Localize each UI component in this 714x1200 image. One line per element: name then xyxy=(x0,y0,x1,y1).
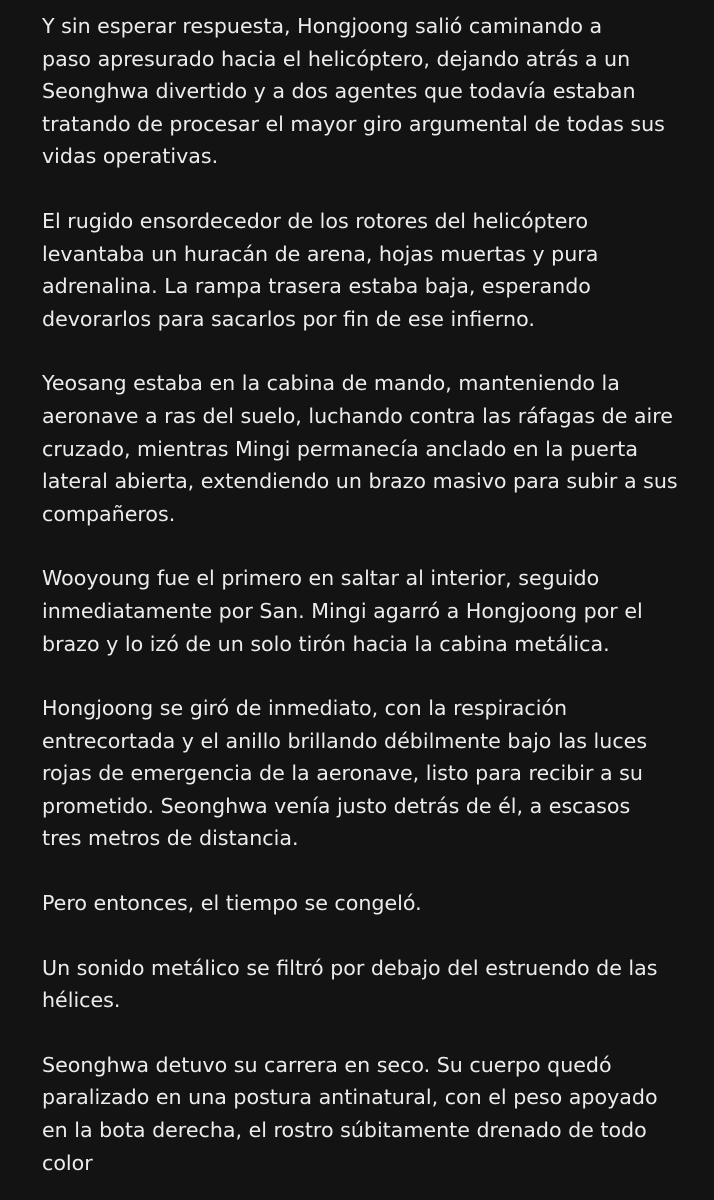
story-paragraph-3: Yeosang estaba en la cabina de mando, manteniendo la aeronave a ras del suelo, luchando contra las ráfagas de aire cruzado, mientras Mingi permanecía anclado en la puerta lateral abierta, extendiendo un brazo masivo para subir a sus compañeros. xyxy=(42,371,678,526)
story-paragraph-6: Pero entonces, el tiempo se congeló. xyxy=(42,891,422,916)
story-paragraph-1: Y sin esperar respuesta, Hongjoong salió caminando a paso apresurado hacia el helicóptero, dejando atrás a un Seonghwa divertido y a dos agentes que todavía estaban tratando de procesar el mayor giro argumental de todas sus vidas operativas. xyxy=(42,14,665,169)
story-paragraph-4: Wooyoung fue el primero en saltar al interior, seguido inmediatamente por San. Mingi agarró a Hongjoong por el brazo y lo izó de un solo tirón hacia la cabina metálica. xyxy=(42,566,643,656)
story-paragraph-2: El rugido ensordecedor de los rotores del helicóptero levantaba un huracán de arena, hojas muertas y pura adrenalina. La rampa trasera estaba baja, esperando devorarlos para sacarlos por fin de ese infierno. xyxy=(42,208,599,331)
story-paragraph-8: Seonghwa detuvo su carrera en seco. Su cuerpo quedó paralizado en una postura antinatural, con el peso apoyado en la bota derecha, el rostro súbitamente drenado de todo color xyxy=(42,1052,658,1175)
story-paragraph-7: Un sonido metálico se filtró por debajo del estruendo de las hélices. xyxy=(42,955,658,1013)
story-paragraph-5: Hongjoong se giró de inmediato, con la respiración entrecortada y el anillo brillando débilmente bajo las luces rojas de emergencia de la aeronave, listo para recibir a su prometido. Seonghwa venía justo detrás de él, a escasos tres metros de distancia. xyxy=(42,696,648,851)
